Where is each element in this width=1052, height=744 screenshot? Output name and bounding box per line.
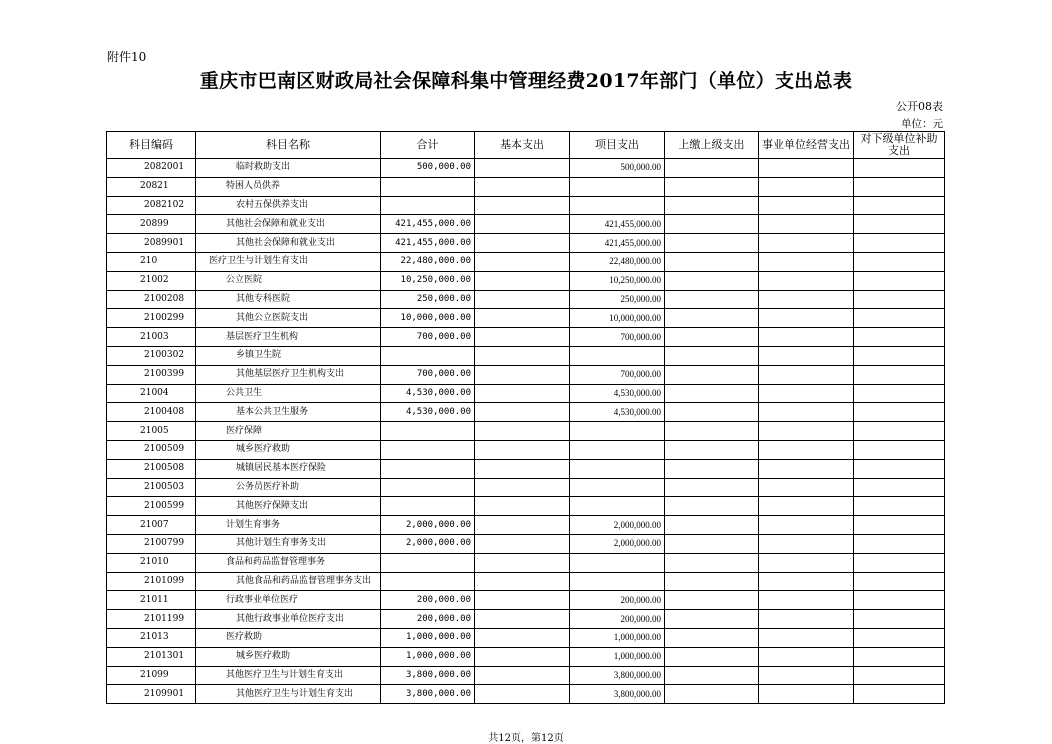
total-cell: 10,000,000.00 <box>381 309 475 328</box>
subsidy-lower-cell <box>854 234 945 253</box>
remit-upper-cell <box>665 159 759 178</box>
remit-upper-cell <box>665 290 759 309</box>
subsidy-lower-cell <box>854 497 945 516</box>
header-cell-subject-name: 科目名称 <box>196 132 381 159</box>
basic-cell <box>475 610 570 629</box>
business-operation-cell <box>759 384 854 403</box>
attachment-label: 附件10 <box>107 50 147 64</box>
basic-cell <box>475 628 570 647</box>
table-row <box>107 159 945 178</box>
subject-code-cell: 2089901 <box>107 234 196 253</box>
table-row <box>107 591 945 610</box>
business-operation-cell <box>759 553 854 572</box>
business-operation-cell <box>759 365 854 384</box>
table-row <box>107 234 945 253</box>
subject-code-cell: 20821 <box>107 177 196 196</box>
total-cell: 250,000.00 <box>381 290 475 309</box>
subject-name-cell: 公立医院 <box>196 271 381 290</box>
subject-name-cell: 其他食品和药品监督管理事务支出 <box>196 572 381 591</box>
subsidy-lower-cell <box>854 365 945 384</box>
remit-upper-cell <box>665 553 759 572</box>
subsidy-lower-cell <box>854 346 945 365</box>
subject-code-cell: 2101199 <box>107 610 196 629</box>
subsidy-lower-cell <box>854 177 945 196</box>
business-operation-cell <box>759 534 854 553</box>
remit-upper-cell <box>665 177 759 196</box>
subject-code-cell: 2100508 <box>107 459 196 478</box>
basic-cell <box>475 309 570 328</box>
basic-cell <box>475 159 570 178</box>
subsidy-lower-cell <box>854 440 945 459</box>
subsidy-lower-cell <box>854 534 945 553</box>
subsidy-lower-cell <box>854 215 945 234</box>
total-cell: 3,800,000.00 <box>381 666 475 685</box>
total-cell: 1,000,000.00 <box>381 628 475 647</box>
total-cell: 421,455,000.00 <box>381 234 475 253</box>
subject-code-cell: 21011 <box>107 591 196 610</box>
business-operation-cell <box>759 422 854 441</box>
subject-code-cell: 2100302 <box>107 346 196 365</box>
table-row <box>107 215 945 234</box>
basic-cell <box>475 572 570 591</box>
subject-code-cell: 2100503 <box>107 478 196 497</box>
subject-code-cell: 2100599 <box>107 497 196 516</box>
subject-code-cell: 21007 <box>107 516 196 535</box>
table-row <box>107 647 945 666</box>
project-cell: 250,000.00 <box>570 290 665 309</box>
project-cell: 3,800,000.00 <box>570 685 665 704</box>
remit-upper-cell <box>665 516 759 535</box>
remit-upper-cell <box>665 271 759 290</box>
subject-name-cell: 医疗救助 <box>196 628 381 647</box>
subject-name-cell: 农村五保供养支出 <box>196 196 381 215</box>
subject-name-cell: 其他行政事业单位医疗支出 <box>196 610 381 629</box>
subject-name-cell: 医疗卫生与计划生育支出 <box>196 252 381 271</box>
business-operation-cell <box>759 159 854 178</box>
business-operation-cell <box>759 440 854 459</box>
subsidy-lower-cell <box>854 271 945 290</box>
table-row <box>107 346 945 365</box>
table-row <box>107 553 945 572</box>
project-cell: 22,480,000.00 <box>570 252 665 271</box>
subject-name-cell: 其他医疗保障支出 <box>196 497 381 516</box>
subsidy-lower-cell <box>854 328 945 347</box>
page-footer: 共12页，第12页 <box>488 733 564 744</box>
basic-cell <box>475 497 570 516</box>
total-cell: 4,530,000.00 <box>381 403 475 422</box>
business-operation-cell <box>759 271 854 290</box>
business-operation-cell <box>759 290 854 309</box>
remit-upper-cell <box>665 534 759 553</box>
project-cell <box>570 459 665 478</box>
business-operation-cell <box>759 647 854 666</box>
basic-cell <box>475 553 570 572</box>
project-cell <box>570 440 665 459</box>
header-cell-subject-code: 科目编码 <box>107 132 196 159</box>
remit-upper-cell <box>665 572 759 591</box>
subject-code-cell: 21099 <box>107 666 196 685</box>
remit-upper-cell <box>665 309 759 328</box>
project-cell: 421,455,000.00 <box>570 215 665 234</box>
basic-cell <box>475 403 570 422</box>
table-row <box>107 610 945 629</box>
basic-cell <box>475 459 570 478</box>
business-operation-cell <box>759 234 854 253</box>
table-row <box>107 252 945 271</box>
total-cell <box>381 459 475 478</box>
project-cell: 700,000.00 <box>570 365 665 384</box>
total-cell: 1,000,000.00 <box>381 647 475 666</box>
subject-code-cell: 2109901 <box>107 685 196 704</box>
total-cell <box>381 572 475 591</box>
total-cell <box>381 196 475 215</box>
header-cell-subsidy-lower: 对下级单位补助支出 <box>854 132 945 159</box>
subject-name-cell: 其他专科医院 <box>196 290 381 309</box>
business-operation-cell <box>759 572 854 591</box>
business-operation-cell <box>759 591 854 610</box>
subsidy-lower-cell <box>854 666 945 685</box>
basic-cell <box>475 534 570 553</box>
project-cell: 4,530,000.00 <box>570 403 665 422</box>
subject-name-cell: 其他基层医疗卫生机构支出 <box>196 365 381 384</box>
subject-name-cell: 城乡医疗救助 <box>196 647 381 666</box>
subsidy-lower-cell <box>854 478 945 497</box>
subject-code-cell: 2101301 <box>107 647 196 666</box>
subject-code-cell: 21010 <box>107 553 196 572</box>
table-row <box>107 628 945 647</box>
subject-name-cell: 公务员医疗补助 <box>196 478 381 497</box>
basic-cell <box>475 365 570 384</box>
project-cell: 200,000.00 <box>570 591 665 610</box>
basic-cell <box>475 290 570 309</box>
subsidy-lower-cell <box>854 647 945 666</box>
subject-name-cell: 食品和药品监督管理事务 <box>196 553 381 572</box>
table-row <box>107 516 945 535</box>
project-cell <box>570 177 665 196</box>
remit-upper-cell <box>665 328 759 347</box>
subsidy-lower-cell <box>854 516 945 535</box>
subsidy-lower-cell <box>854 572 945 591</box>
project-cell: 1,000,000.00 <box>570 628 665 647</box>
header-cell-business-operation: 事业单位经营支出 <box>759 132 854 159</box>
basic-cell <box>475 177 570 196</box>
subject-code-cell: 21004 <box>107 384 196 403</box>
remit-upper-cell <box>665 215 759 234</box>
table-row <box>107 422 945 441</box>
business-operation-cell <box>759 196 854 215</box>
subject-name-cell: 其他公立医院支出 <box>196 309 381 328</box>
subsidy-lower-cell <box>854 591 945 610</box>
business-operation-cell <box>759 610 854 629</box>
form-code-label: 公开08表 <box>896 100 943 113</box>
basic-cell <box>475 440 570 459</box>
table-row <box>107 459 945 478</box>
subject-code-cell: 2082001 <box>107 159 196 178</box>
total-cell <box>381 553 475 572</box>
subsidy-lower-cell <box>854 628 945 647</box>
project-cell <box>570 346 665 365</box>
remit-upper-cell <box>665 685 759 704</box>
table-row <box>107 440 945 459</box>
subsidy-lower-cell <box>854 309 945 328</box>
expenditure-table <box>106 131 945 704</box>
remit-upper-cell <box>665 440 759 459</box>
remit-upper-cell <box>665 591 759 610</box>
basic-cell <box>475 666 570 685</box>
remit-upper-cell <box>665 196 759 215</box>
subject-code-cell: 21005 <box>107 422 196 441</box>
total-cell <box>381 440 475 459</box>
subsidy-lower-cell <box>854 685 945 704</box>
business-operation-cell <box>759 403 854 422</box>
subject-name-cell: 城镇居民基本医疗保险 <box>196 459 381 478</box>
table-row <box>107 403 945 422</box>
table-row <box>107 328 945 347</box>
business-operation-cell <box>759 478 854 497</box>
remit-upper-cell <box>665 422 759 441</box>
subject-name-cell: 行政事业单位医疗 <box>196 591 381 610</box>
remit-upper-cell <box>665 497 759 516</box>
subject-name-cell: 临时救助支出 <box>196 159 381 178</box>
table-row <box>107 497 945 516</box>
subject-code-cell: 2100208 <box>107 290 196 309</box>
header-cell-total: 合计 <box>381 132 475 159</box>
project-cell: 700,000.00 <box>570 328 665 347</box>
project-cell: 1,000,000.00 <box>570 647 665 666</box>
project-cell: 10,250,000.00 <box>570 271 665 290</box>
business-operation-cell <box>759 497 854 516</box>
subject-name-cell: 乡镇卫生院 <box>196 346 381 365</box>
total-cell: 10,250,000.00 <box>381 271 475 290</box>
project-cell <box>570 497 665 516</box>
subsidy-lower-cell <box>854 553 945 572</box>
project-cell: 200,000.00 <box>570 610 665 629</box>
subsidy-lower-cell <box>854 384 945 403</box>
subject-name-cell: 特困人员供养 <box>196 177 381 196</box>
total-cell <box>381 422 475 441</box>
subject-code-cell: 20899 <box>107 215 196 234</box>
subject-code-cell: 21002 <box>107 271 196 290</box>
unit-label: 单位：元 <box>901 118 943 130</box>
table-row <box>107 177 945 196</box>
table-row <box>107 365 945 384</box>
table-row <box>107 478 945 497</box>
project-cell <box>570 422 665 441</box>
subject-name-cell: 计划生育事务 <box>196 516 381 535</box>
total-cell <box>381 346 475 365</box>
remit-upper-cell <box>665 403 759 422</box>
table-row <box>107 196 945 215</box>
total-cell: 4,530,000.00 <box>381 384 475 403</box>
basic-cell <box>475 196 570 215</box>
remit-upper-cell <box>665 346 759 365</box>
subject-code-cell: 2100408 <box>107 403 196 422</box>
subject-name-cell: 医疗保障 <box>196 422 381 441</box>
subject-code-cell: 21003 <box>107 328 196 347</box>
business-operation-cell <box>759 346 854 365</box>
remit-upper-cell <box>665 628 759 647</box>
project-cell: 3,800,000.00 <box>570 666 665 685</box>
remit-upper-cell <box>665 252 759 271</box>
subject-code-cell: 2100509 <box>107 440 196 459</box>
business-operation-cell <box>759 516 854 535</box>
subject-name-cell: 城乡医疗救助 <box>196 440 381 459</box>
basic-cell <box>475 346 570 365</box>
project-cell: 500,000.00 <box>570 159 665 178</box>
remit-upper-cell <box>665 478 759 497</box>
basic-cell <box>475 234 570 253</box>
subject-name-cell: 其他社会保障和就业支出 <box>196 234 381 253</box>
subsidy-lower-cell <box>854 159 945 178</box>
basic-cell <box>475 478 570 497</box>
table-row <box>107 271 945 290</box>
basic-cell <box>475 591 570 610</box>
remit-upper-cell <box>665 610 759 629</box>
basic-cell <box>475 516 570 535</box>
basic-cell <box>475 384 570 403</box>
total-cell: 200,000.00 <box>381 591 475 610</box>
basic-cell <box>475 215 570 234</box>
business-operation-cell <box>759 215 854 234</box>
subject-code-cell: 2100399 <box>107 365 196 384</box>
subject-code-cell: 2101099 <box>107 572 196 591</box>
business-operation-cell <box>759 328 854 347</box>
basic-cell <box>475 271 570 290</box>
business-operation-cell <box>759 309 854 328</box>
subject-code-cell: 2100299 <box>107 309 196 328</box>
project-cell <box>570 572 665 591</box>
subject-code-cell: 21013 <box>107 628 196 647</box>
remit-upper-cell <box>665 666 759 685</box>
header-cell-project: 项目支出 <box>570 132 665 159</box>
subject-name-cell: 其他医疗卫生与计划生育支出 <box>196 666 381 685</box>
basic-cell <box>475 685 570 704</box>
total-cell: 2,000,000.00 <box>381 516 475 535</box>
total-cell: 22,480,000.00 <box>381 252 475 271</box>
subject-code-cell: 210 <box>107 252 196 271</box>
subsidy-lower-cell <box>854 290 945 309</box>
subsidy-lower-cell <box>854 403 945 422</box>
page-title: 重庆市巴南区财政局社会保障科集中管理经费2017年部门（单位）支出总表 <box>199 70 853 92</box>
business-operation-cell <box>759 685 854 704</box>
total-cell: 700,000.00 <box>381 328 475 347</box>
subject-name-cell: 基层医疗卫生机构 <box>196 328 381 347</box>
table-row <box>107 290 945 309</box>
basic-cell <box>475 647 570 666</box>
business-operation-cell <box>759 628 854 647</box>
project-cell <box>570 196 665 215</box>
total-cell: 421,455,000.00 <box>381 215 475 234</box>
total-cell <box>381 497 475 516</box>
subject-code-cell: 2100799 <box>107 534 196 553</box>
subject-name-cell: 其他计划生育事务支出 <box>196 534 381 553</box>
total-cell <box>381 177 475 196</box>
table-row <box>107 534 945 553</box>
subject-name-cell: 其他社会保障和就业支出 <box>196 215 381 234</box>
subsidy-lower-cell <box>854 196 945 215</box>
table-row <box>107 309 945 328</box>
project-cell: 2,000,000.00 <box>570 534 665 553</box>
header-cell-basic: 基本支出 <box>475 132 570 159</box>
remit-upper-cell <box>665 459 759 478</box>
table-row <box>107 666 945 685</box>
table-row <box>107 384 945 403</box>
basic-cell <box>475 328 570 347</box>
basic-cell <box>475 252 570 271</box>
total-cell: 2,000,000.00 <box>381 534 475 553</box>
total-cell: 200,000.00 <box>381 610 475 629</box>
subsidy-lower-cell <box>854 610 945 629</box>
remit-upper-cell <box>665 234 759 253</box>
total-cell: 3,800,000.00 <box>381 685 475 704</box>
header-cell-remit-upper: 上缴上级支出 <box>665 132 759 159</box>
business-operation-cell <box>759 252 854 271</box>
project-cell: 10,000,000.00 <box>570 309 665 328</box>
remit-upper-cell <box>665 647 759 666</box>
table-row <box>107 685 945 704</box>
project-cell <box>570 478 665 497</box>
subsidy-lower-cell <box>854 422 945 441</box>
business-operation-cell <box>759 459 854 478</box>
project-cell <box>570 553 665 572</box>
total-cell: 500,000.00 <box>381 159 475 178</box>
project-cell: 421,455,000.00 <box>570 234 665 253</box>
business-operation-cell <box>759 666 854 685</box>
table-header-row <box>107 132 945 159</box>
project-cell: 2,000,000.00 <box>570 516 665 535</box>
subject-name-cell: 基本公共卫生服务 <box>196 403 381 422</box>
subject-code-cell: 2082102 <box>107 196 196 215</box>
subject-name-cell: 其他医疗卫生与计划生育支出 <box>196 685 381 704</box>
subsidy-lower-cell <box>854 252 945 271</box>
subject-name-cell: 公共卫生 <box>196 384 381 403</box>
table-row <box>107 572 945 591</box>
basic-cell <box>475 422 570 441</box>
project-cell: 4,530,000.00 <box>570 384 665 403</box>
business-operation-cell <box>759 177 854 196</box>
total-cell <box>381 478 475 497</box>
total-cell: 700,000.00 <box>381 365 475 384</box>
subsidy-lower-cell <box>854 459 945 478</box>
remit-upper-cell <box>665 384 759 403</box>
remit-upper-cell <box>665 365 759 384</box>
